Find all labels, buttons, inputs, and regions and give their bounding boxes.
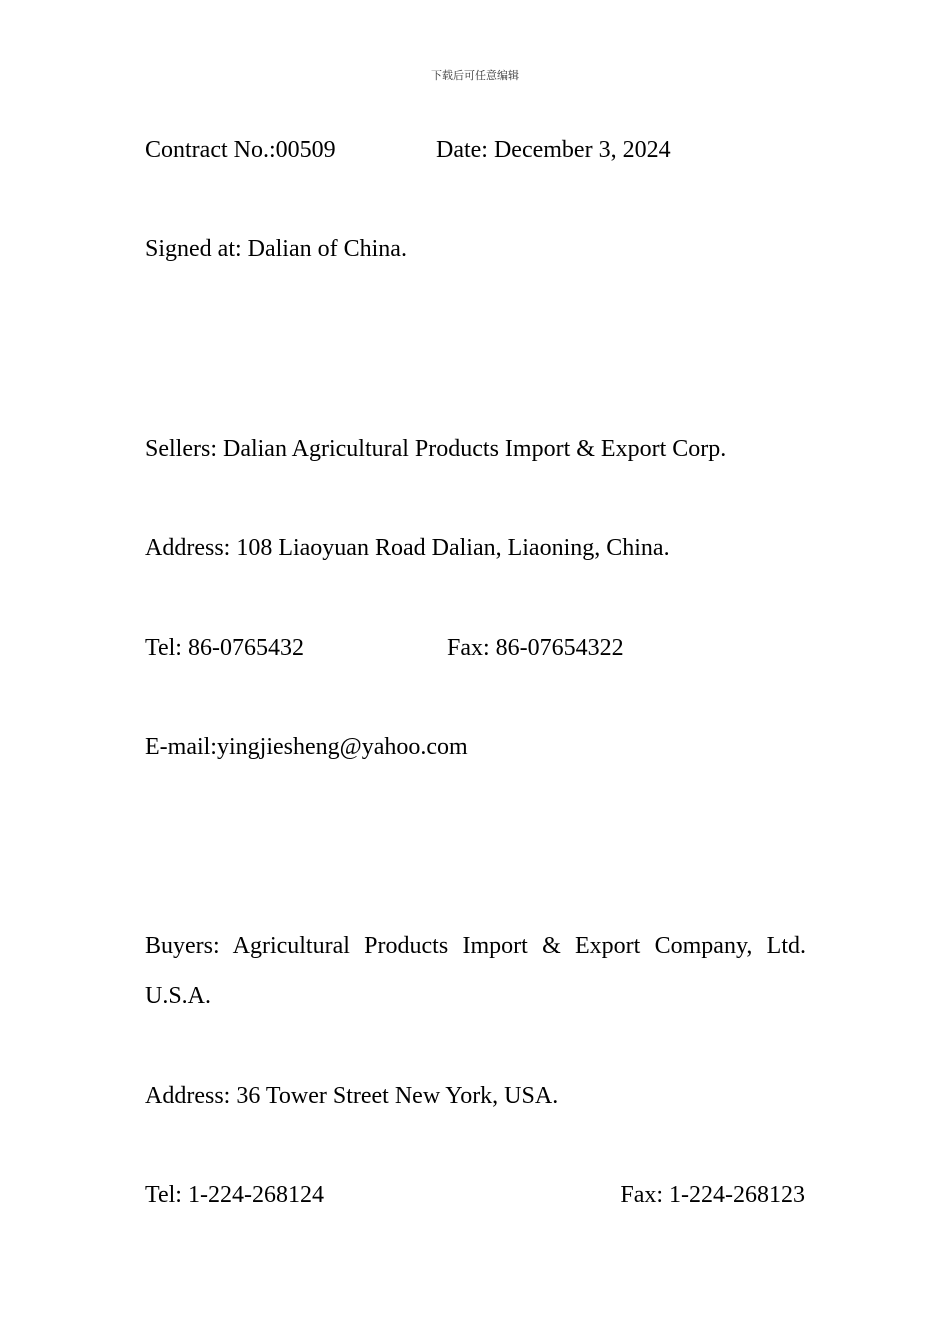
signed-at: Signed at: Dalian of China. xyxy=(145,236,407,262)
buyers-tel: Tel: 1-224-268124 xyxy=(145,1182,324,1208)
sellers-fax: Fax: 86-07654322 xyxy=(447,635,624,661)
sellers-name: Sellers: Dalian Agricultural Products Import & Export Corp. xyxy=(145,436,727,462)
buyers-name: Buyers: Agricultural Products Import & Export Company, Ltd. U.S.A. xyxy=(145,933,806,1009)
sellers-tel: Tel: 86-0765432 xyxy=(145,635,304,661)
contract-date: Date: December 3, 2024 xyxy=(436,137,671,163)
sellers-address: Address: 108 Liaoyuan Road Dalian, Liaoning, China. xyxy=(145,535,670,561)
buyers-address: Address: 36 Tower Street New York, USA. xyxy=(145,1083,559,1109)
header-note: 下载后可任意编辑 xyxy=(431,69,519,82)
buyers-fax: Fax: 1-224-268123 xyxy=(620,1182,805,1208)
contract-number: Contract No.:00509 xyxy=(145,137,336,163)
sellers-email: E-mail:yingjiesheng@yahoo.com xyxy=(145,734,468,760)
